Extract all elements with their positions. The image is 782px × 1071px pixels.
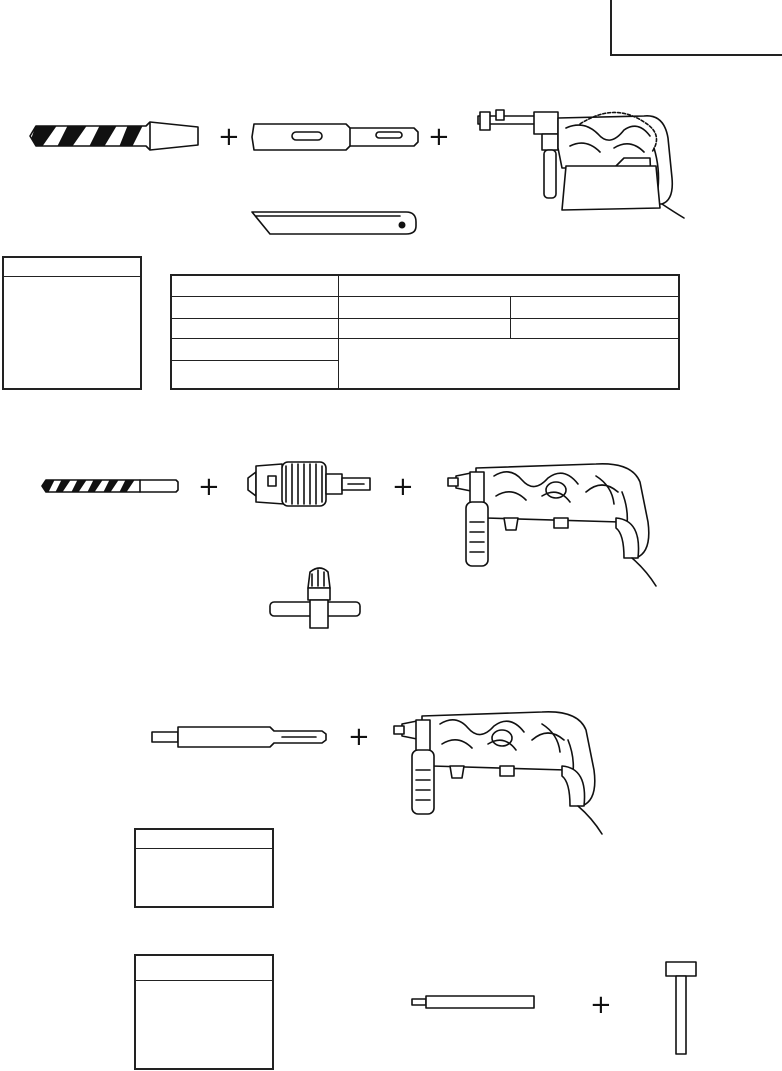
info-box-3 <box>134 828 274 908</box>
plus-sign: + <box>392 472 414 502</box>
spec-table-row-divider <box>172 338 678 339</box>
info-box-3-divider <box>136 848 272 849</box>
corner-box <box>610 0 782 56</box>
cotter-wedge-icon <box>250 208 420 238</box>
spec-table-row-divider <box>172 360 339 361</box>
taper-shank-adapter-icon <box>250 122 422 152</box>
spec-table-row-divider <box>172 318 678 319</box>
spec-table <box>170 274 680 390</box>
plus-sign: + <box>198 472 220 502</box>
info-box-1 <box>2 256 142 390</box>
hammer-icon <box>662 958 702 1058</box>
rotary-hammer-with-dust-collector-icon <box>474 108 690 224</box>
rotary-hammer-icon <box>446 462 666 590</box>
chuck-key-icon <box>266 562 366 630</box>
spec-table-row-divider <box>172 296 678 297</box>
plus-sign: + <box>428 122 450 152</box>
drill-bit-tapered-shank-icon <box>28 118 204 156</box>
spec-table-subcol-divider <box>510 296 511 338</box>
drill-chuck-with-adapter-icon <box>244 458 374 510</box>
info-box-4 <box>134 954 274 1070</box>
spec-table-col-divider <box>338 276 339 388</box>
anchor-setting-tool-icon <box>410 994 538 1010</box>
plus-sign: + <box>348 722 370 752</box>
sds-adapter-icon <box>150 724 330 750</box>
straight-shank-drill-bit-icon <box>40 476 182 496</box>
info-box-4-divider <box>136 980 272 981</box>
plus-sign: + <box>218 122 240 152</box>
rotary-hammer-icon <box>392 710 612 838</box>
info-box-1-divider <box>4 276 140 277</box>
plus-sign: + <box>590 990 612 1020</box>
